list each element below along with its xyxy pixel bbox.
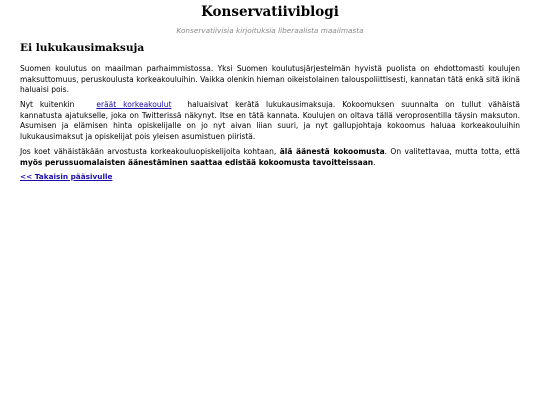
- back-to-home-link[interactable]: << Takaisin pääsivulle: [20, 172, 113, 181]
- p3-text-middle: . On valitettavaa, mutta totta, että: [384, 147, 521, 156]
- site-title: Konservatiiviblogi: [201, 4, 339, 20]
- p3-bold-2: myös perussuomalaisten äänestäminen saattaa edistää kokoomusta tavoitteissaan: [20, 157, 374, 167]
- korkeakoulut-link[interactable]: eräät korkeakoulut: [96, 100, 172, 109]
- p3-bold-1: älä äänestä kokoomusta: [279, 147, 385, 156]
- post-paragraph-1: Suomen koulutus on maailman parhaimmistossa. Yksi Suomen koulutusjärjestelmän hyvistä puolista on ehdottomasti koulujen maksuttomuus, peruskoulusta korkeakouluihin. Vaikka olenkin hieman oikeistolainen talouspoliittisesti, kannatan tätä enkä sitä ikinä haluaisi pois.: [20, 64, 520, 94]
- p2-text-after: haluaisivat kerätä lukukausimaksuja. Kokoomuksen suunnalta on tullut vähäistä kannatusta ajatukselle, joka on Twitterissä näkynyt. Itse en tätä kannata. Koulujen on oltava tällä veroprosentilla täysin maksuton. Asumisen ja elämisen hinta opiskelijalle on jo nyt aivan liian suuri, ja nyt gallupjohtaja kokoomus haluaa korkeakouluihin lukukausimaksut ja opiskelijat pois yleisen asumistuen piiristä.: [20, 100, 520, 141]
- post-paragraph-2: [20, 100, 520, 142]
- post-title: Ei lukukausimaksuja: [20, 42, 145, 54]
- site-tagline: Konservatiivisia kirjoituksia liberaalista maailmasta: [176, 26, 364, 35]
- p3-text-start: Jos koet vähäistäkään arvostusta korkeakouluopiskelijoita kohtaan,: [20, 147, 277, 156]
- post-paragraph-3: [20, 147, 520, 168]
- p2-text-before: Nyt kuitenkin: [20, 100, 75, 109]
- p3-text-end: .: [373, 157, 376, 167]
